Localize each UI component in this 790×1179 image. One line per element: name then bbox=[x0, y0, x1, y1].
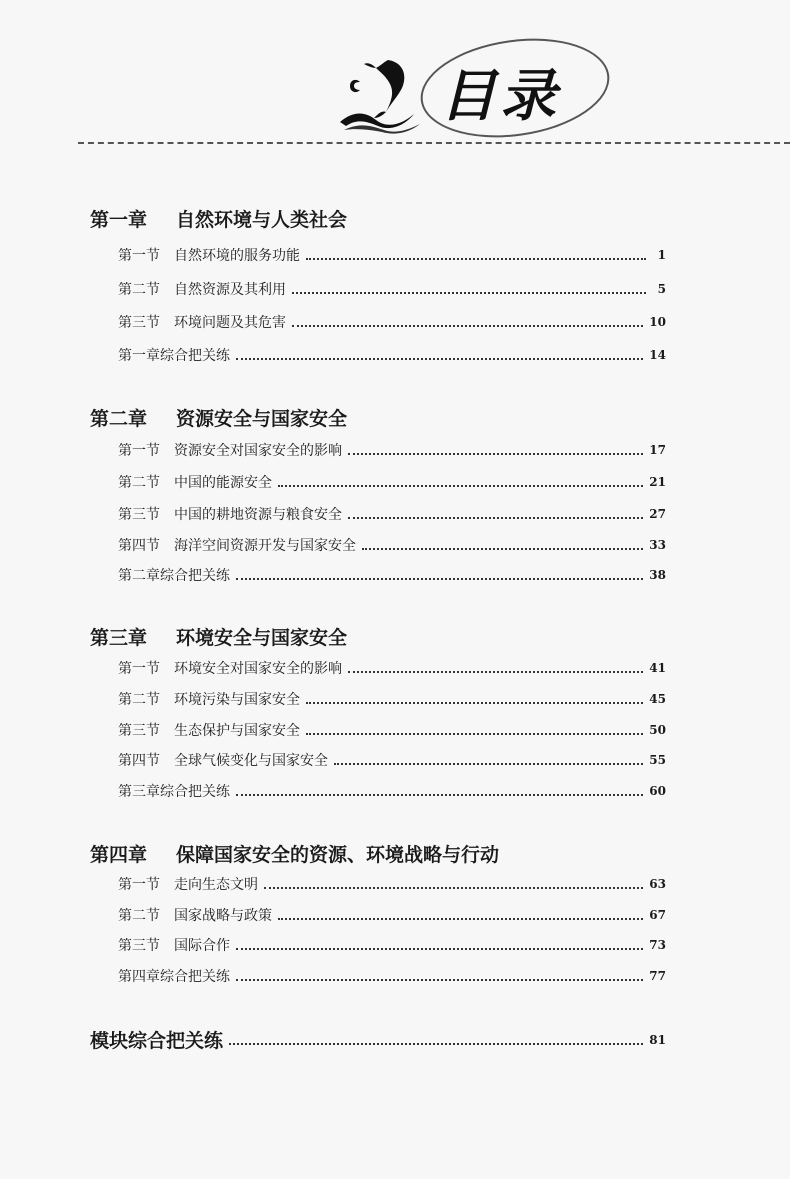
page-number: 1 bbox=[657, 248, 666, 262]
section-title: 第三章综合把关练 bbox=[118, 784, 230, 800]
section-title: 自然环境的服务功能 bbox=[174, 248, 300, 264]
section-title: 中国的耕地资源与粮食安全 bbox=[174, 507, 342, 523]
module-title: 模块综合把关练 bbox=[90, 1030, 224, 1052]
page-number: 21 bbox=[649, 475, 666, 489]
page-number: 45 bbox=[649, 692, 666, 706]
dot-leader bbox=[236, 794, 643, 796]
toc-entry[interactable] bbox=[118, 935, 666, 955]
dot-leader bbox=[292, 325, 643, 327]
dot-leader bbox=[306, 733, 643, 735]
toc-entry[interactable] bbox=[118, 312, 666, 332]
page-number: 27 bbox=[649, 507, 666, 521]
toc-entry[interactable] bbox=[118, 720, 666, 740]
page-number: 17 bbox=[649, 443, 666, 457]
toc-entry[interactable] bbox=[118, 472, 666, 492]
dot-leader bbox=[278, 485, 643, 487]
toc-entry[interactable] bbox=[118, 689, 666, 709]
dot-leader bbox=[264, 887, 643, 889]
section-number: 第二节 bbox=[118, 475, 160, 491]
header bbox=[0, 0, 790, 160]
section-number: 第三节 bbox=[118, 507, 160, 523]
chapter-number: 第二章 bbox=[90, 408, 148, 430]
dot-leader bbox=[348, 453, 643, 455]
page-number: 10 bbox=[649, 315, 666, 329]
page-number: 5 bbox=[657, 282, 666, 296]
toc-entry[interactable] bbox=[118, 750, 666, 770]
section-title: 国际合作 bbox=[174, 938, 230, 954]
chapter-number: 第三章 bbox=[90, 627, 148, 649]
page-number: 60 bbox=[649, 784, 666, 798]
page-number: 77 bbox=[649, 969, 666, 983]
section-number: 第一节 bbox=[118, 443, 160, 459]
chapter-title: 自然环境与人类社会 bbox=[176, 209, 348, 231]
chapter-title: 环境安全与国家安全 bbox=[176, 627, 348, 649]
section-title: 走向生态文明 bbox=[174, 877, 258, 893]
toc-entry[interactable] bbox=[118, 905, 666, 925]
page-number: 38 bbox=[649, 568, 666, 582]
dot-leader bbox=[236, 948, 643, 950]
section-number: 第四节 bbox=[118, 538, 160, 554]
toc-entry[interactable] bbox=[118, 535, 666, 555]
section-number: 第三节 bbox=[118, 723, 160, 739]
header-divider bbox=[78, 142, 790, 144]
chapter-title: 资源安全与国家安全 bbox=[176, 408, 348, 430]
chapter-number: 第一章 bbox=[90, 209, 148, 231]
toc-entry[interactable] bbox=[118, 440, 666, 460]
section-number: 第二节 bbox=[118, 908, 160, 924]
section-number: 第四节 bbox=[118, 753, 160, 769]
section-title: 自然资源及其利用 bbox=[174, 282, 286, 298]
toc-entry[interactable] bbox=[118, 279, 666, 299]
page-number: 41 bbox=[649, 661, 666, 675]
chapter-title: 保障国家安全的资源、环境战略与行动 bbox=[176, 844, 500, 866]
section-number: 第一节 bbox=[118, 248, 160, 264]
chapter-heading[interactable] bbox=[90, 840, 499, 867]
section-number: 第二节 bbox=[118, 282, 160, 298]
dot-leader bbox=[306, 258, 646, 260]
section-number: 第三节 bbox=[118, 938, 160, 954]
page-number: 55 bbox=[649, 753, 666, 767]
page-number: 67 bbox=[649, 908, 666, 922]
dot-leader bbox=[348, 517, 643, 519]
page-number: 50 bbox=[649, 723, 666, 737]
toc-entry[interactable] bbox=[118, 565, 666, 585]
dot-leader bbox=[236, 358, 643, 360]
dot-leader bbox=[362, 548, 643, 550]
section-title: 第四章综合把关练 bbox=[118, 969, 230, 985]
page-number: 73 bbox=[649, 938, 666, 952]
toc-entry[interactable] bbox=[118, 874, 666, 894]
section-title: 国家战略与政策 bbox=[174, 908, 272, 924]
section-title: 资源安全对国家安全的影响 bbox=[174, 443, 342, 459]
toc-entry[interactable] bbox=[118, 781, 666, 801]
toc-entry[interactable] bbox=[118, 966, 666, 986]
chapter-number: 第四章 bbox=[90, 844, 148, 866]
chapter-heading[interactable] bbox=[90, 205, 347, 232]
dot-leader bbox=[236, 979, 643, 981]
section-number: 第三节 bbox=[118, 315, 160, 331]
toc-entry[interactable] bbox=[118, 504, 666, 524]
section-number: 第一节 bbox=[118, 877, 160, 893]
section-number: 第一节 bbox=[118, 661, 160, 677]
dot-leader bbox=[306, 702, 643, 704]
dot-leader bbox=[292, 292, 646, 294]
section-title: 全球气候变化与国家安全 bbox=[174, 753, 328, 769]
dot-leader bbox=[348, 671, 643, 673]
chapter-heading[interactable] bbox=[90, 623, 347, 650]
section-title: 第二章综合把关练 bbox=[118, 568, 230, 584]
page-number: 63 bbox=[649, 877, 666, 891]
module-review-entry[interactable] bbox=[90, 1026, 666, 1053]
dot-leader bbox=[229, 1043, 643, 1045]
section-title: 第一章综合把关练 bbox=[118, 348, 230, 364]
section-title: 生态保护与国家安全 bbox=[174, 723, 300, 739]
section-title: 环境污染与国家安全 bbox=[174, 692, 300, 708]
chapter-heading[interactable] bbox=[90, 404, 347, 431]
toc-entry[interactable] bbox=[118, 245, 666, 265]
toc-entry[interactable] bbox=[118, 345, 666, 365]
page-number: 33 bbox=[649, 538, 666, 552]
section-title: 环境安全对国家安全的影响 bbox=[174, 661, 342, 677]
section-number: 第二节 bbox=[118, 692, 160, 708]
page-number: 14 bbox=[649, 348, 666, 362]
toc-entry[interactable] bbox=[118, 658, 666, 678]
dot-leader bbox=[278, 918, 643, 920]
dot-leader bbox=[334, 763, 643, 765]
dot-leader bbox=[236, 578, 643, 580]
page-number: 81 bbox=[649, 1032, 666, 1047]
section-title: 环境问题及其危害 bbox=[174, 315, 286, 331]
fish-wave-logo-icon bbox=[336, 52, 426, 134]
section-title: 中国的能源安全 bbox=[174, 475, 272, 491]
page-title: 目录 bbox=[440, 64, 560, 129]
section-title: 海洋空间资源开发与国家安全 bbox=[174, 538, 356, 554]
